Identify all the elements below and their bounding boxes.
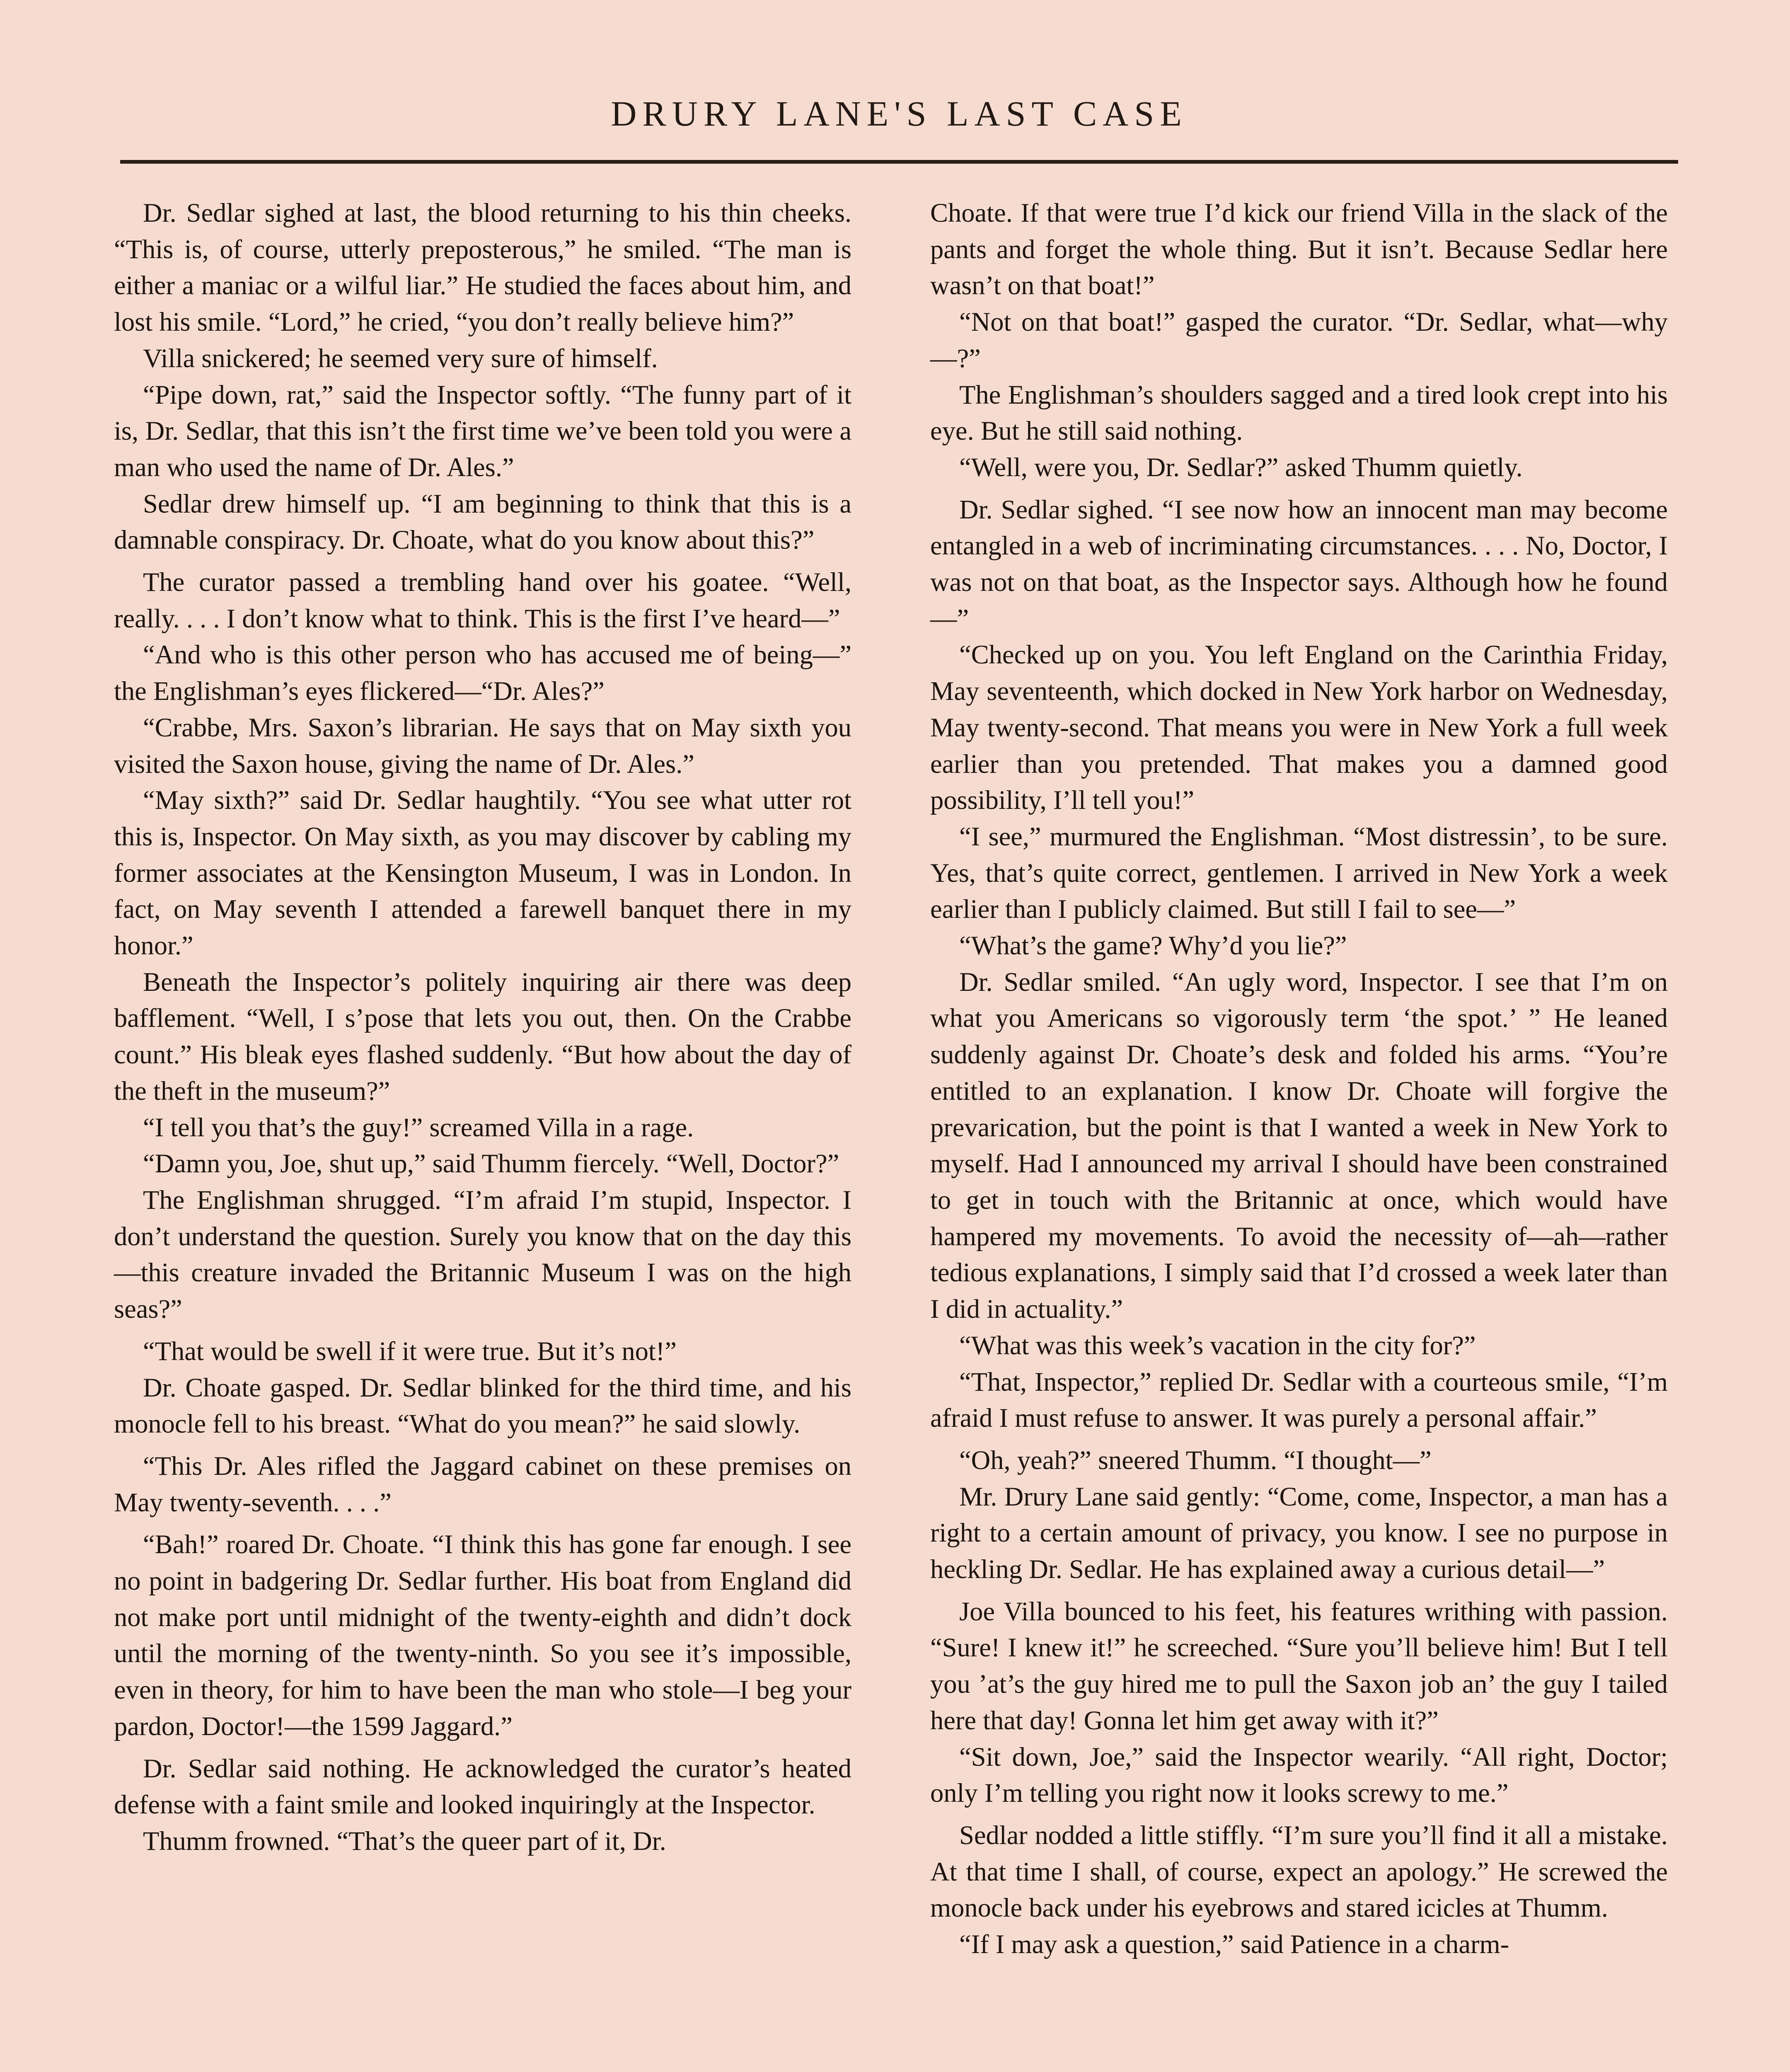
paragraph: Mr. Drury Lane said gently: “Come, come, Inspector, a man has a right to a certain amount of privacy, you know. I see no purpose in heckling Dr. Sedlar. He has explained away a curious detail—” [930, 1481, 1668, 1584]
paragraph: “May sixth?” said Dr. Sedlar haughtily. “You see what utter rot this is, Inspector. On May sixth, as you may discover by cabling my former associates at the Kensington Museum, I was in London. In fact, on May seventh I attended a farewell banquet there in my honor.” [114, 785, 851, 961]
paragraph: “That, Inspector,” replied Dr. Sedlar with a courteous smile, “I’m afraid I must refuse to answer. It was purely a personal affair.” [930, 1367, 1668, 1433]
paragraph: “I see,” murmured the Englishman. “Most distressin’, to be sure. Yes, that’s quite correct, gentlemen. I arrived in New York a week earlier than I publicly claimed. But still I fail to see—” [930, 821, 1668, 924]
paragraph: Dr. Sedlar said nothing. He acknowledged the curator’s heated defense with a faint smile and looked inquiringly at the Inspector. [114, 1753, 851, 1820]
paragraph: “Sit down, Joe,” said the Inspector wearily. “All right, Doctor; only I’m telling you right now it looks screwy to me.” [930, 1742, 1668, 1808]
paragraph: “Checked up on you. You left England on the Carinthia Friday, May seventeenth, which docked in New York harbor on Wednesday, May twenty-second. That means you were in New York a full week earlier than you pretended. That makes you a damned good possibility, I’ll tell you!” [930, 640, 1668, 815]
paragraph: Joe Villa bounced to his feet, his features writhing with passion. “Sure! I knew it!” he screeched. “Sure you’ll believe him! But I tell you ’at’s the guy hired me to pull the Saxon job an’ the guy I tailed here that day! Gonna let him get away with it?” [930, 1596, 1668, 1735]
paragraph: “Oh, yeah?” sneered Thumm. “I thought—” [959, 1445, 1432, 1475]
paragraph: “Well, were you, Dr. Sedlar?” asked Thumm quietly. [959, 452, 1523, 482]
paragraph: Beneath the Inspector’s politely inquiring air there was deep bafflement. “Well, I s’pose that lets you out, then. On the Crabbe count.” His bleak eyes flashed suddenly. “But how about the day of the theft in the museum?” [114, 967, 851, 1106]
paragraph: Thumm frowned. “That’s the queer part of it, Dr. [143, 1826, 666, 1856]
paragraph: “Damn you, Joe, shut up,” said Thumm fiercely. “Well, Doctor?” [143, 1149, 839, 1179]
paragraph: Choate. If that were true I’d kick our friend Villa in the slack of the pants and forget the whole thing. But it isn’t. Because Sedlar here wasn’t on that boat!” [930, 198, 1668, 300]
paragraph: Villa snickered; he seemed very sure of himself. [143, 343, 658, 373]
paragraph: Dr. Sedlar sighed at last, the blood returning to his thin cheeks. “This is, of course, utterly preposterous,” he smiled. “The man is either a maniac or a wilful liar.” He studied the faces about him, and lost his smile. “Lord,” he cried, “you don’t really believe him?” [114, 198, 851, 337]
paragraph: “Bah!” roared Dr. Choate. “I think this has gone far enough. I see no point in badgering Dr. Sedlar further. His boat from England did not make port until midnight of the twenty-eighth and didn’t dock until the morning of the twenty-ninth. So you see it’s impossible, even in theory, for him to have been the man who stole—I beg your pardon, Doctor!—the 1599 Jaggard.” [114, 1530, 851, 1741]
paragraph: “What was this week’s vacation in the city for?” [959, 1330, 1476, 1360]
right-column [930, 195, 1668, 1963]
left-column [114, 195, 851, 1859]
paragraph: Sedlar drew himself up. “I am beginning to think that this is a damnable conspiracy. Dr. Choate, what do you know about this?” [114, 489, 851, 555]
header-rule [120, 160, 1678, 164]
paragraph: “That would be swell if it were true. But it’s not!” [143, 1336, 677, 1366]
paragraph: “What’s the game? Why’d you lie?” [959, 931, 1347, 961]
paragraph: Dr. Sedlar sighed. “I see now how an innocent man may become entangled in a web of incriminating circumstances. . . . No, Doctor, I was not on that boat, as the Inspector says. Although how he found—” [930, 494, 1668, 633]
paragraph: Dr. Choate gasped. Dr. Sedlar blinked for the third time, and his monocle fell to his breast. “What do you mean?” he said slowly. [114, 1372, 851, 1439]
running-header: DRURY LANE'S LAST CASE [611, 94, 1188, 133]
paragraph: “Crabbe, Mrs. Saxon’s librarian. He says that on May sixth you visited the Saxon house, giving the name of Dr. Ales.” [114, 712, 851, 779]
paragraph: Dr. Sedlar smiled. “An ugly word, Inspector. I see that I’m on what you Americans so vigorously term ‘the spot.’ ” He leaned suddenly against Dr. Choate’s desk and folded his arms. “You’re entitled to an explanation. I know Dr. Choate will forgive the prevarication, but the point is that I wanted a week in New York to myself. Had I announced my arrival I should have been constrained to get in touch with the Britannic at once, which would have hampered my movements. To avoid the necessity of—ah—rather tedious explanations, I simply said that I’d crossed a week later than I did in actuality.” [930, 967, 1668, 1324]
paragraph: The Englishman shrugged. “I’m afraid I’m stupid, Inspector. I don’t understand the question. Surely you know that on the day this—this creature invaded the Britannic Museum I was on the high seas?” [114, 1185, 851, 1324]
paragraph: “Not on that boat!” gasped the curator. “Dr. Sedlar, what—why—?” [930, 307, 1668, 373]
paragraph: Sedlar nodded a little stiffly. “I’m sure you’ll find it all a mistake. At that time I shall, of course, expect an apology.” He screwed the monocle back under his eyebrows and stared icicles at Thumm. [930, 1820, 1668, 1923]
paragraph: “This Dr. Ales rifled the Jaggard cabinet on these premises on May twenty-seventh. . . .” [114, 1451, 851, 1517]
paragraph: “If I may ask a question,” said Patience in a charm- [959, 1929, 1509, 1959]
paragraph: The Englishman’s shoulders sagged and a tired look crept into his eye. But he still said nothing. [930, 380, 1668, 446]
paragraph: “And who is this other person who has accused me of being—” the Englishman’s eyes flickered—“Dr. Ales?” [114, 640, 851, 706]
paragraph: “I tell you that’s the guy!” screamed Villa in a rage. [143, 1112, 694, 1142]
paragraph: “Pipe down, rat,” said the Inspector softly. “The funny part of it is, Dr. Sedlar, that this isn’t the first time we’ve been told you were a man who used the name of Dr. Ales.” [114, 380, 851, 482]
paragraph: The curator passed a trembling hand over his goatee. “Well, really. . . . I don’t know what to think. This is the first I’ve heard—” [114, 567, 851, 633]
